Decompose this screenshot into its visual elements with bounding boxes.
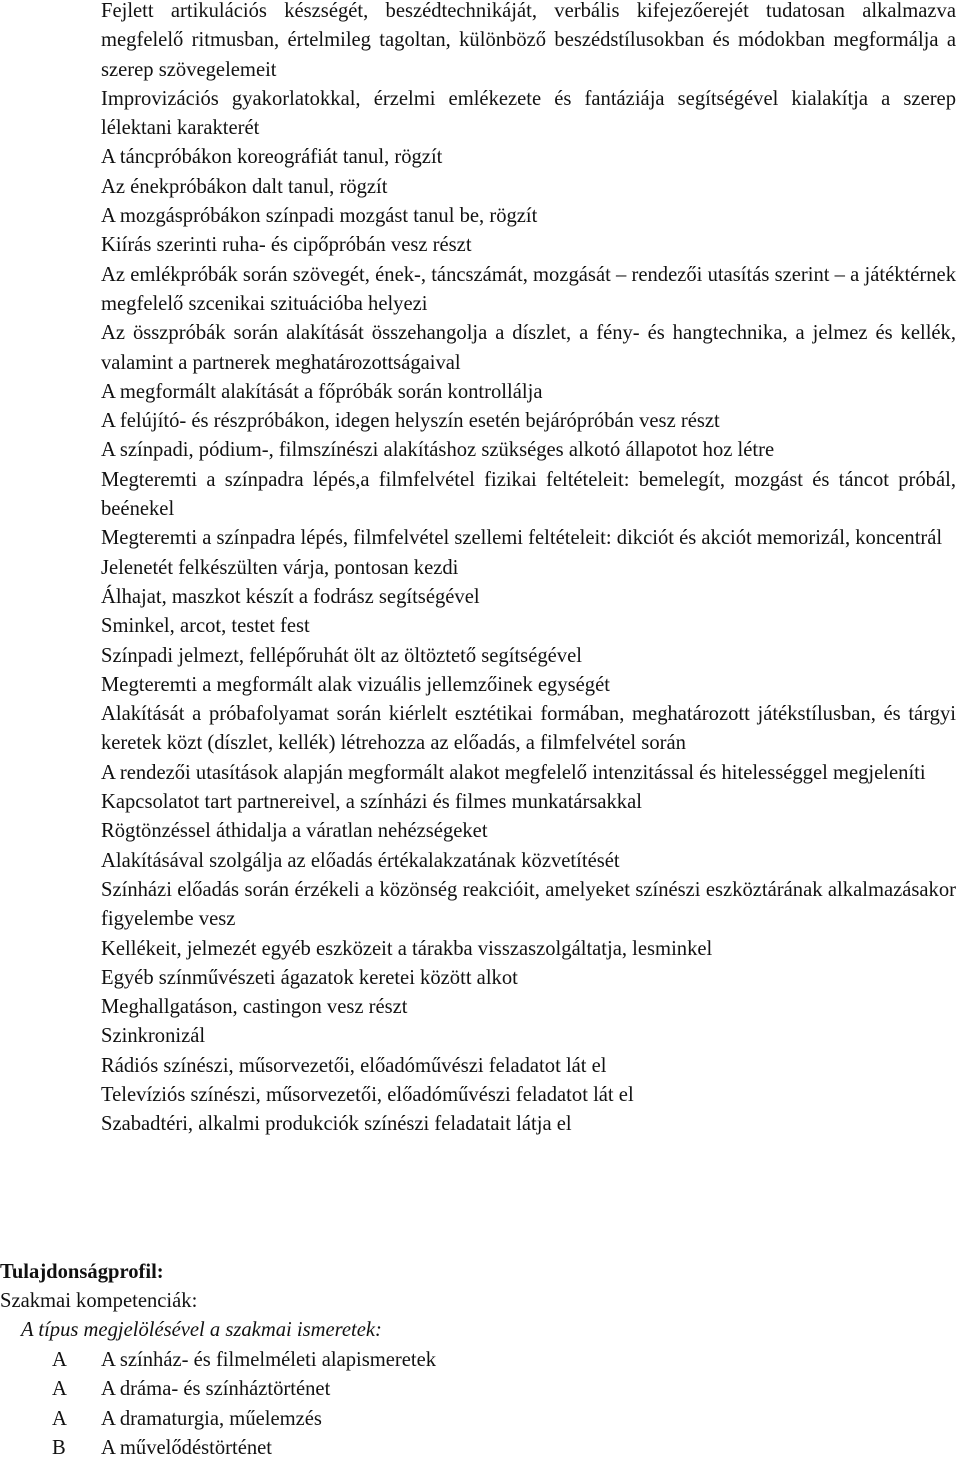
knowledge-text: A dráma- és színháztörténet <box>101 1378 331 1401</box>
task-item: Meghallgatáson, castingon vesz részt <box>101 996 408 1019</box>
knowledge-text: A színház- és filmelméleti alapismeretek <box>101 1349 437 1371</box>
task-item: Az emlékpróbák során szövegét, ének-, táncszámát, mozgását – rendezői utasítás szerint – a játéktérnek megfelelő szcenikai szituációba helyezi <box>101 263 956 315</box>
knowledge-type: A <box>52 1378 67 1401</box>
task-item: Színházi előadás során érzékeli a közönség reakcióit, amelyeket színészi eszköztárának alkalmazásakor figyelembe vesz <box>101 878 956 931</box>
task-item: A színpadi, pódium-, filmszínészi alakításhoz szükséges alkotó állapotot hoz létre <box>101 439 775 462</box>
task-item: Az összpróbák során alakítását összehangolja a díszlet, a fény- és hangtechnika, a jelmez és kellék, valamint a partnerek meghatározottságaival <box>101 322 956 374</box>
task-item: Kellékeit, jelmezét egyéb eszközeit a tárakba visszaszolgáltatja, lesminkel <box>101 937 713 960</box>
task-item: Álhajat, maszkot készít a fodrász segítségével <box>101 585 480 608</box>
task-item: Rádiós színészi, műsorvezetői, előadóművészi feladatot lát el <box>101 1054 607 1077</box>
task-item: A mozgáspróbákon színpadi mozgást tanul be, rögzít <box>101 205 538 228</box>
task-item: A megformált alakítását a főpróbák során kontrollálja <box>101 380 543 403</box>
knowledge-text: A dramaturgia, műelemzés <box>101 1407 322 1430</box>
task-item: A táncpróbákon koreográfiát tanul, rögzít <box>101 146 443 169</box>
task-item: Színpadi jelmezt, fellépőruhát ölt az öltöztető segítségével <box>101 644 582 667</box>
knowledge-type: A <box>52 1407 67 1430</box>
task-item: Kiírás szerinti ruha- és cipőpróbán vesz részt <box>101 234 472 257</box>
task-item: Szinkronizál <box>101 1025 206 1048</box>
task-item: Televíziós színészi, műsorvezetői, előadóművészi feladatot lát el <box>101 1083 634 1106</box>
knowledge-type: A <box>52 1349 67 1371</box>
task-item: Szabadtéri, alkalmi produkciók színészi feladatait látja el <box>101 1113 572 1136</box>
task-item: A felújító- és részpróbákon, idegen helyszín esetén bejárópróbán vesz részt <box>101 410 720 433</box>
section-subtitle: Szakmai kompetenciák: <box>0 1290 198 1312</box>
task-item: A rendezői utasítások alapján megformált alakot megfelelő intenzitással és hitelességgel megjeleníti <box>101 761 926 784</box>
task-item: Sminkel, arcot, testet fest <box>101 615 310 638</box>
task-item: Alakítását a próbafolyamat során kiérlelt esztétikai formában, meghatározott játékstílusban, és tárgyi keretek közt (díszlet, kellék) létrehozza az előadás, a filmfelvétel során <box>101 703 956 755</box>
task-item: Az énekpróbákon dalt tanul, rögzít <box>101 175 388 198</box>
task-item: Megteremti a színpadra lépés,a filmfelvétel fizikai feltételeit: bemelegít, mozgást és táncot próbál, beénekel <box>101 468 956 521</box>
task-item: Kapcsolatot tart partnereivel, a színházi és filmes munkatársakkal <box>101 791 642 814</box>
task-item: Alakításával szolgálja az előadás értékalakzatának közvetítését <box>101 849 620 872</box>
task-item: Rögtönzéssel áthidalja a váratlan nehézségeket <box>101 820 488 843</box>
knowledge-type: B <box>52 1436 66 1459</box>
task-list <box>101 0 956 1140</box>
task-item: Improvizációs gyakorlatokkal, érzelmi emlékezete és fantáziája segítségével kialakítja a szerep lélektani karakterét <box>101 87 956 140</box>
task-item: Fejlett artikulációs készségét, beszédtechnikáját, verbális kifejezőerejét tudatosan alkalmazva megfelelő ritmusban, értelmileg tagoltan, különböző beszédstílusokban és módokban megformálja a szerep szövegelemeit <box>101 0 956 81</box>
task-item: Jelenetét felkészülten várja, pontosan kezdi <box>101 556 459 579</box>
task-item: Megteremti a színpadra lépés, filmfelvétel szellemi feltételeit: dikciót és akciót memorizál, koncentrál <box>101 527 943 550</box>
knowledge-heading: A típus megjelölésével a szakmai ismeretek: <box>21 1319 382 1341</box>
task-item: Megteremti a megformált alak vizuális jellemzőinek egységét <box>101 673 610 696</box>
knowledge-text: A művelődéstörténet <box>101 1436 273 1459</box>
section-title: Tulajdonságprofil: <box>0 1261 164 1283</box>
task-item: Egyéb színművészeti ágazatok keretei között alkot <box>101 966 518 989</box>
